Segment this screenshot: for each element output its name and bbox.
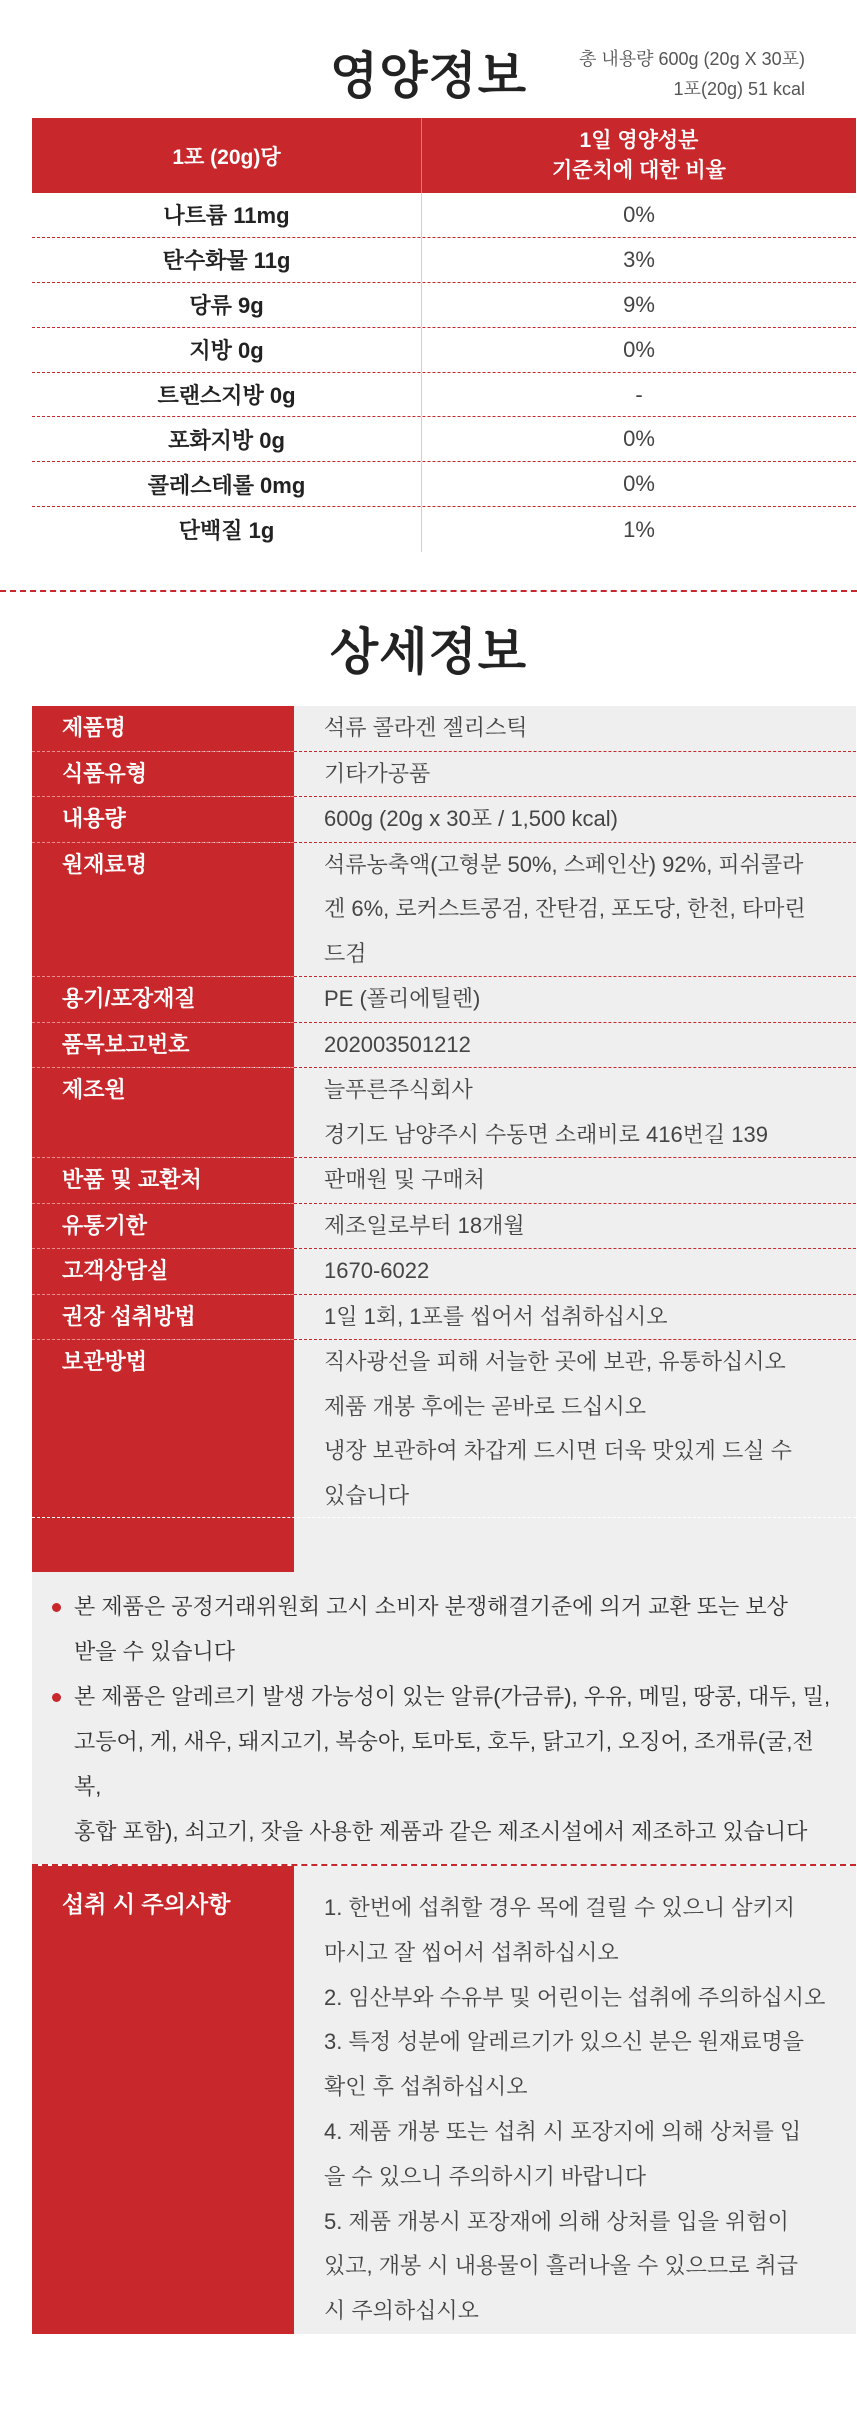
nutrient-daily-percent: 0% (623, 201, 655, 227)
detail-label: 원재료명 (32, 843, 294, 978)
nutrition-total-line: 총 내용량 600g (20g X 30포) (578, 49, 805, 69)
nutrition-table (32, 118, 856, 552)
detail-value (294, 977, 856, 1023)
detail-value (294, 706, 856, 752)
detail-value-line: 제조일로부터 18개월 (324, 1212, 525, 1238)
nutrition-rows (32, 193, 856, 552)
nutrient-daily-percent: 0% (623, 336, 655, 362)
detail-value (294, 843, 856, 978)
notice-line: 본 제품은 공정거래위원회 고시 소비자 분쟁해결기준에 의거 교환 또는 보상 (74, 1594, 788, 1619)
detail-value (294, 752, 856, 798)
notice-list (32, 1572, 856, 1864)
caution-line: 있고, 개봉 시 내용물이 흘러나올 수 있으므로 취급 (324, 2253, 798, 2279)
detail-label: 품목보고번호 (32, 1023, 294, 1069)
nutrition-header-daily-value (422, 118, 856, 193)
caution-line: 5. 제품 개봉시 포장재에 의해 상처를 입을 위험이 (324, 2208, 789, 2234)
caution-line: 3. 특정 성분에 알레르기가 있으신 분은 원재료명을 (324, 2029, 805, 2055)
nutrient-daily-percent: - (635, 381, 643, 407)
caution-line: 4. 제품 개봉 또는 섭취 시 포장지에 의해 상처를 입 (324, 2118, 802, 2144)
nutrition-header-serving: 1포 (20g)당 (32, 118, 422, 193)
detail-row (32, 797, 856, 843)
notice-line: 고등어, 게, 새우, 돼지고기, 복숭아, 토마토, 호두, 닭고기, 오징어, 조개류(굴,전복, (74, 1729, 814, 1799)
nutrient-daily-percent: 0% (623, 426, 655, 452)
detail-value (294, 1068, 856, 1158)
detail-row (32, 1023, 856, 1069)
caution-line: 마시고 잘 씹어서 섭취하십시오 (324, 1939, 619, 1965)
nutrient-name: 포화지방 0g (32, 417, 422, 461)
detail-value (294, 1295, 856, 1341)
nutrition-header-daily-value-line1: 1일 영양성분 (579, 128, 699, 152)
detail-value-line: 202003501212 (324, 1031, 471, 1057)
nutrient-daily-percent: 0% (623, 471, 655, 497)
nutrition-row (32, 462, 856, 507)
detail-label: 반품 및 교환처 (32, 1158, 294, 1204)
nutrition-row (32, 238, 856, 283)
nutrient-name: 나트륨 11mg (32, 193, 422, 237)
detail-label: 제조원 (32, 1068, 294, 1158)
nutrient-name: 지방 0g (32, 328, 422, 372)
detail-row (32, 752, 856, 798)
nutrient-daily-percent: 3% (623, 246, 655, 272)
detail-row (32, 1340, 856, 1518)
detail-label: 유통기한 (32, 1204, 294, 1250)
nutrition-header-daily-value-line2: 기준치에 대한 비율 (552, 158, 726, 182)
nutrition-serving-line: 1포(20g) 51 kcal (673, 79, 805, 99)
notice-line: 홍합 포함), 쇠고기, 잣을 사용한 제품과 같은 제조시설에서 제조하고 있습니다 (74, 1819, 808, 1844)
detail-row (32, 1158, 856, 1204)
nutrition-header (0, 0, 857, 118)
nutrition-total (579, 44, 805, 104)
caution-text (294, 1866, 856, 2334)
nutrition-row (32, 417, 856, 462)
caution-line: 2. 임산부와 수유부 및 어린이는 섭취에 주의하십시오 (324, 1984, 826, 2010)
caution-label: 섭취 시 주의사항 (32, 1866, 294, 2334)
detail-value-line: 1일 1회, 1포를 씹어서 섭취하십시오 (324, 1303, 668, 1329)
nutrition-row (32, 283, 856, 328)
caution-line: 1. 한번에 섭취할 경우 목에 걸릴 수 있으니 삼키지 (324, 1895, 796, 1920)
detail-value-line: 드검 (324, 940, 367, 966)
detail-value-line: 석류농축액(고형분 50%, 스페인산) 92%, 피쉬콜라 (324, 851, 804, 877)
detail-label: 제품명 (32, 706, 294, 752)
detail-value-line: 600g (20g x 30포 / 1,500 kcal) (324, 806, 618, 831)
notice-line: 본 제품은 알레르기 발생 가능성이 있는 알류(가금류), 우유, 메밀, 땅콩, 대두, 밀, (74, 1684, 831, 1709)
nutrition-title: 영양정보 (329, 48, 528, 104)
detail-value-line: 늘푸른주식회사 (324, 1077, 473, 1102)
detail-row (32, 1249, 856, 1295)
detail-label: 내용량 (32, 797, 294, 843)
detail-row (32, 1295, 856, 1341)
detail-row (32, 843, 856, 978)
detail-value-line: 직사광선을 피해 서늘한 곳에 보관, 유통하십시오 (324, 1349, 786, 1374)
detail-label: 보관방법 (62, 1349, 148, 1374)
nutrition-row (32, 373, 856, 418)
section-divider (0, 590, 857, 592)
detail-value (294, 797, 856, 843)
detail-value (294, 1204, 856, 1250)
nutrient-name: 트랜스지방 0g (32, 373, 422, 417)
nutrition-row (32, 507, 856, 552)
detail-label: 권장 섭취방법 (32, 1295, 294, 1341)
detail-row (32, 1068, 856, 1158)
nutrient-daily-percent: 9% (623, 291, 655, 317)
detail-value-line: 냉장 보관하여 차갑게 드시면 더욱 맛있게 드실 수 (324, 1438, 792, 1463)
detail-table (32, 706, 856, 1572)
detail-value-line: 있습니다 (324, 1482, 410, 1508)
bullet-dot-icon (52, 1603, 61, 1612)
detail-value (294, 1023, 856, 1069)
nutrition-table-header (32, 118, 856, 193)
detail-value-line: 기타가공품 (324, 760, 431, 786)
nutrition-row (32, 328, 856, 373)
detail-row (32, 1204, 856, 1250)
caution-line: 시 주의하십시오 (324, 2298, 479, 2324)
detail-value-line: 석류 콜라겐 젤리스틱 (324, 715, 528, 740)
detail-value-line: 판매원 및 구매처 (324, 1167, 485, 1192)
detail-value-line: PE (폴리에틸렌) (324, 986, 481, 1011)
detail-value-line: 경기도 남양주시 수동면 소래비로 416번길 139 (324, 1121, 769, 1147)
detail-value (294, 1340, 856, 1518)
detail-value-line: 겐 6%, 로커스트콩검, 잔탄검, 포도당, 한천, 타마린 (324, 896, 806, 921)
caution-section (32, 1866, 856, 2334)
detail-label: 식품유형 (32, 752, 294, 798)
nutrient-daily-percent: 1% (623, 516, 655, 542)
nutrition-row (32, 193, 856, 238)
detail-title: 상세정보 (329, 624, 528, 680)
notice-item (52, 1584, 836, 1674)
detail-row (32, 706, 856, 752)
nutrient-name: 당류 9g (32, 283, 422, 327)
detail-label: 용기/포장재질 (32, 977, 294, 1023)
caution-line: 확인 후 섭취하십시오 (324, 2074, 528, 2100)
notice-line: 받을 수 있습니다 (74, 1639, 235, 1664)
detail-value (294, 1158, 856, 1204)
nutrient-name: 콜레스테롤 0mg (32, 462, 422, 506)
detail-label: 고객상담실 (32, 1249, 294, 1295)
detail-value-line: 제품 개봉 후에는 곧바로 드십시오 (324, 1393, 646, 1419)
caution-line: 을 수 있으니 주의하시기 바랍니다 (324, 2163, 646, 2189)
detail-value-line: 1670-6022 (324, 1258, 430, 1283)
detail-value (294, 1249, 856, 1295)
nutrient-name: 단백질 1g (32, 507, 422, 552)
nutrient-name: 탄수화물 11g (32, 238, 422, 282)
bullet-dot-icon (52, 1693, 61, 1702)
detail-row (32, 977, 856, 1023)
